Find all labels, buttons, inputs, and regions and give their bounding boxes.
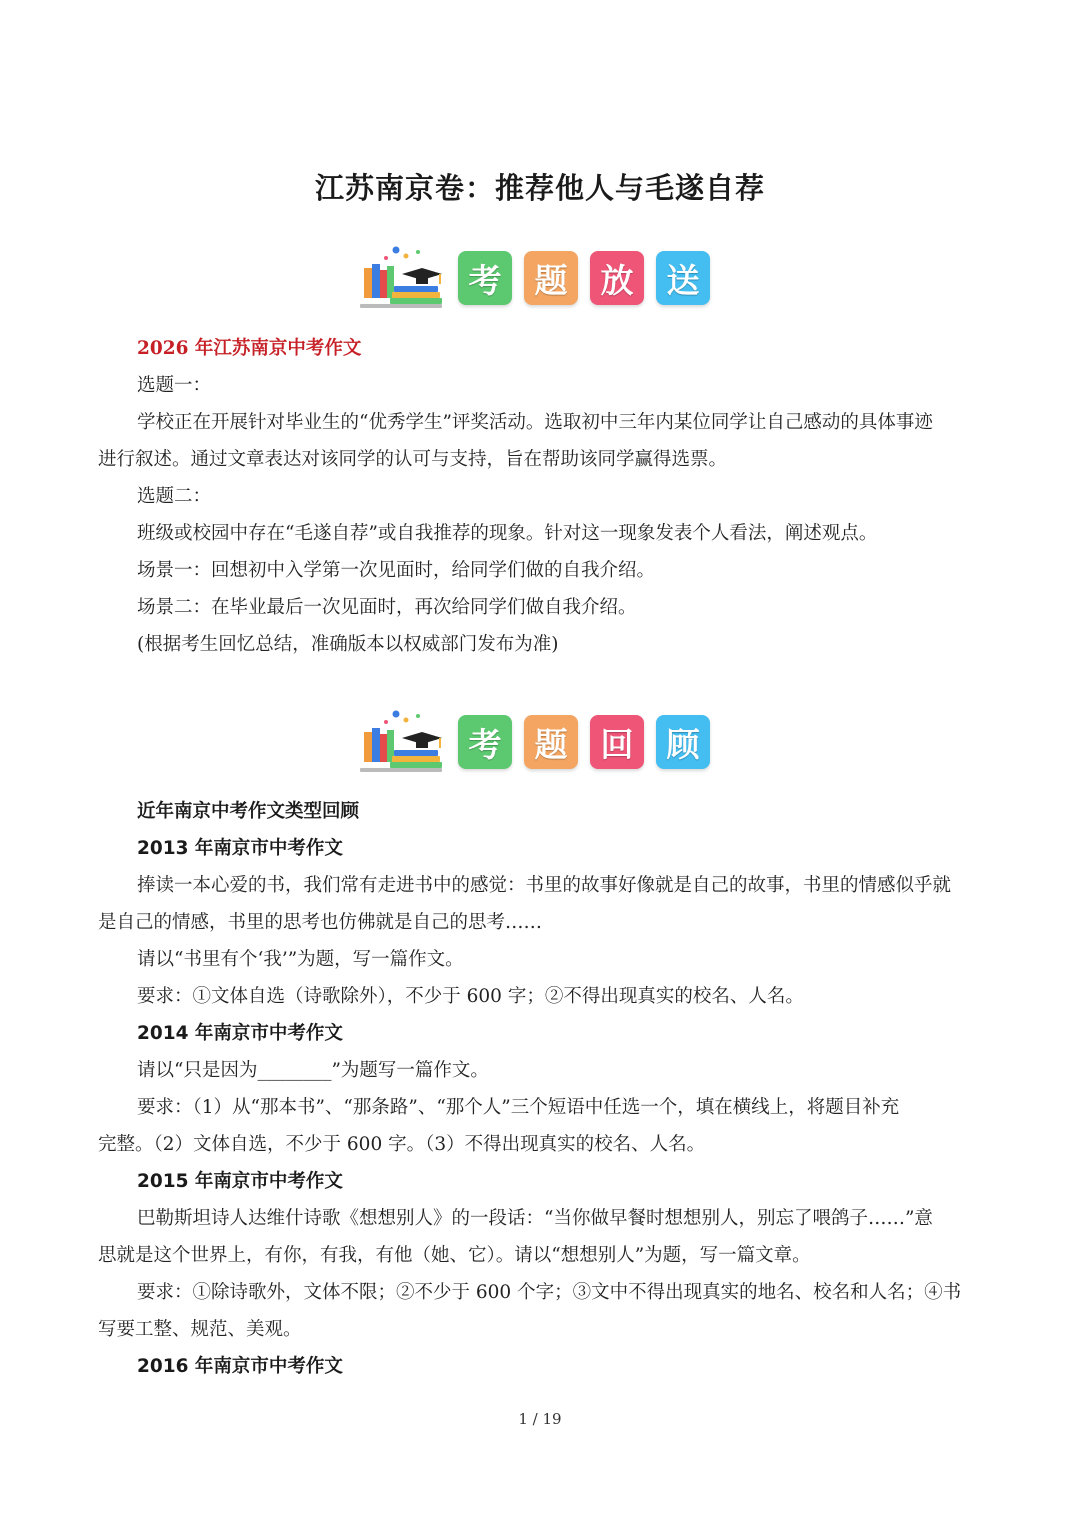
page-number: 1 / 19 xyxy=(518,1410,562,1428)
paragraph: 完整。（2）文体自选，不少于 600 字。（3）不得出现真实的校名、人名。 xyxy=(98,1134,706,1155)
paragraph: 捧读一本心爱的书，我们常有走进书中的感觉：书里的故事好像就是自己的故事，书里的情感似乎就 xyxy=(137,875,952,896)
section-heading-2026: 2026 年江苏南京中考作文 xyxy=(137,338,362,359)
banner-exam-review xyxy=(356,706,726,778)
year-heading-2013: 2013 年南京市中考作文 xyxy=(137,838,343,859)
paragraph: 写要工整、规范、美观。 xyxy=(98,1319,302,1340)
tile-song: 送 xyxy=(656,251,710,305)
note: (根据考生回忆总结，准确版本以权威部门发布为准) xyxy=(137,634,559,655)
paragraph: 要求：①文体自选（诗歌除外），不少于 600 字；②不得出现真实的校名、人名。 xyxy=(137,986,804,1007)
year-heading-2015: 2015 年南京市中考作文 xyxy=(137,1171,343,1192)
paragraph: 学校正在开展针对毕业生的“优秀学生”评奖活动。选取初中三年内某位同学让自己感动的具体事迹 xyxy=(137,412,933,433)
paragraph: 请以“书里有个‘我’”为题，写一篇作文。 xyxy=(137,949,464,970)
tile-ti: 题 xyxy=(524,715,578,769)
paragraph: 是自己的情感，书里的思考也仿佛就是自己的思考…… xyxy=(98,912,543,933)
document-title: 江苏南京卷：推荐他人与毛遂自荐 xyxy=(314,171,765,205)
tile-kao: 考 xyxy=(458,251,512,305)
tile-gu: 顾 xyxy=(656,715,710,769)
tile-kao: 考 xyxy=(458,715,512,769)
paragraph: 要求：（1）从“那本书”、“那条路”、“那个人”三个短语中任选一个，填在横线上，将题目补充 xyxy=(137,1097,900,1118)
tile-ti: 题 xyxy=(524,251,578,305)
paragraph: 思就是这个世界上，有你，有我，有他（她、它）。请以“想想别人”为题，写一篇文章。 xyxy=(98,1245,811,1266)
paragraph: 场景一：回想初中入学第一次见面时，给同学们做的自我介绍。 xyxy=(137,560,656,581)
tile-hui: 回 xyxy=(590,715,644,769)
books-graduation-icon xyxy=(356,242,446,314)
year-heading-2016: 2016 年南京市中考作文 xyxy=(137,1356,343,1377)
tile-fang: 放 xyxy=(590,251,644,305)
paragraph: 场景二：在毕业最后一次见面时，再次给同学们做自我介绍。 xyxy=(137,597,637,618)
topic2-label: 选题二： xyxy=(137,486,212,507)
books-graduation-icon xyxy=(356,706,446,778)
topic1-label: 选题一： xyxy=(137,375,212,396)
banner-exam-release xyxy=(356,242,726,314)
paragraph: 请以“只是因为________”为题写一篇作文。 xyxy=(137,1060,489,1081)
paragraph: 要求：①除诗歌外，文体不限；②不少于 600 个字；③文中不得出现真实的地名、校名和人名；④书 xyxy=(137,1282,962,1303)
year-heading-2014: 2014 年南京市中考作文 xyxy=(137,1023,343,1044)
paragraph: 巴勒斯坦诗人达维什诗歌《想想别人》的一段话：“当你做早餐时想想别人，别忘了喂鸽子……”意 xyxy=(137,1208,933,1229)
section-heading-review: 近年南京中考作文类型回顾 xyxy=(137,801,360,822)
paragraph: 进行叙述。通过文章表达对该同学的认可与支持，旨在帮助该同学赢得选票。 xyxy=(98,449,728,470)
paragraph: 班级或校园中存在“毛遂自荐”或自我推荐的现象。针对这一现象发表个人看法，阐述观点。 xyxy=(137,523,878,544)
